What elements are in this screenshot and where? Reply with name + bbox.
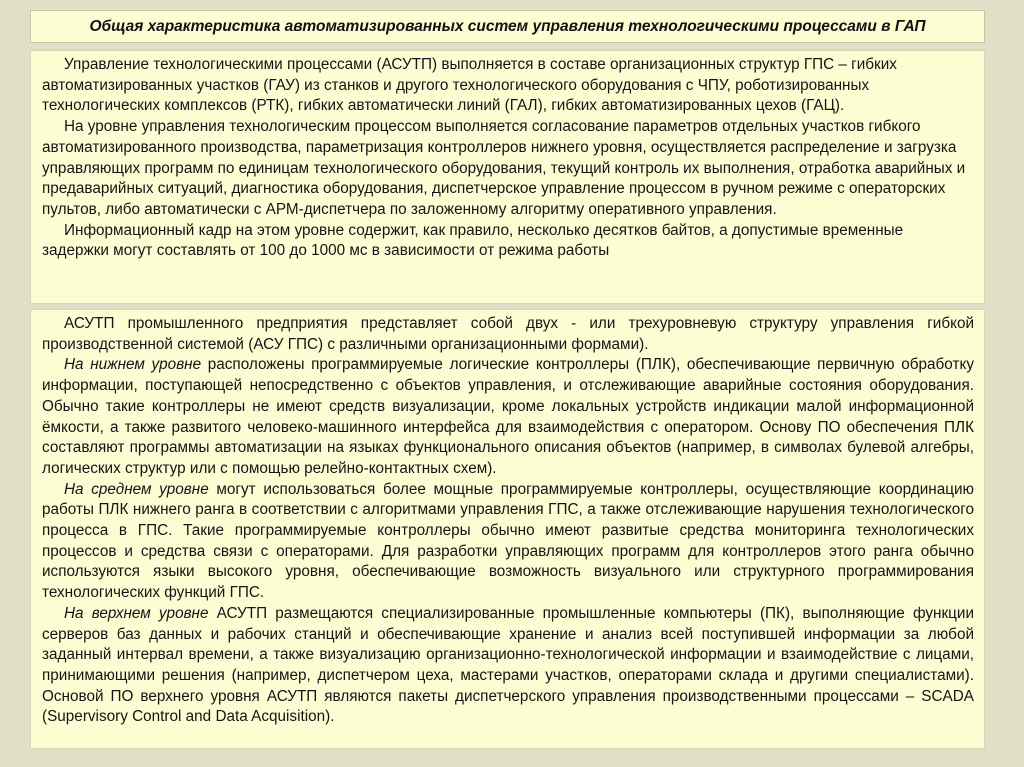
middle-level-label: На среднем уровне [64, 480, 209, 498]
paragraph-intro: АСУТП промышленного предприятия представляет собой двух - или трехуровневую структуру управления гибкой производственной системой (АСУ ГПС) с различными организационными формами). [42, 315, 974, 353]
title-box [30, 10, 985, 43]
paragraph-upper-level [42, 604, 974, 728]
lower-level-label: На нижнем уровне [64, 356, 202, 374]
paragraph-lower-level [42, 355, 974, 479]
upper-level-label: На верхнем уровне [64, 604, 209, 622]
paragraph-middle-level [42, 480, 974, 604]
paragraph-asutp-structure: Управление технологическими процессами (АСУТП) выполняется в составе организационных структур ГПС – гибких автоматизированных участков (ГАУ) из станков и другого технологического оборудования с ЧПУ, роботизированных технологических комплексов (РТК), гибких автоматически линий (ГАЛ), гибких автоматизированных цехов (ГАЦ). [42, 56, 897, 115]
upper-level-text: АСУТП размещаются специализированные промышленные компьютеры (ПК), выполняющие функции серверов баз данных и рабочих станций и обеспечивающие хранение и анализ всей поступившей информации за любой заданный интервал времени, а также визуализацию организационно-технологической информации и взаимодействие с лицами, принимающими решения (например, диспетчером цеха, мастерами участков, операторами склада и другими специалистами). Основой ПО верхнего уровня АСУТП являются пакеты диспетчерского управления производственными процессами – SCADA (Supervisory Control and Data Acquisition). [42, 604, 974, 726]
panel-levels [30, 309, 985, 749]
paragraph-info-frame: Информационный кадр на этом уровне содержит, как правило, несколько десятков байтов, а допустимые временные задержки могут составлять от 100 до 1000 мс в зависимости от режима работы [42, 221, 904, 260]
panel-overview [30, 50, 985, 304]
middle-level-text: могут использоваться более мощные программируемые контроллеры, осуществляющие координацию работы ПЛК нижнего ранга в соответствии с алгоритмами управления ГПС, а также отслеживающие нарушения технологического процесса в ГПС. Такие программируемые контроллеры обычно имеют развитые средства мониторинга технологических процессов и средства связи с операторами. Для разработки управляющих программ для контроллеров этого ранга обычно используются языки высокого уровня, обеспечивающие возможность визуального или структурного программирования технологических функций ГПС. [42, 480, 974, 602]
lower-level-text: расположены программируемые логические контроллеры (ПЛК), обеспечивающие первичную обработку информации, поступающей непосредственно с объектов управления, и отслеживающие аварийные состояния оборудования. Обычно такие контроллеры не имеют средств визуализации, кроме локальных устройств индикации малой информационной ёмкости, а также развитого человеко-машинного интерфейса для взаимодействия с оператором. Основу ПО обеспечения ПЛК составляют программы автоматизации на языках функционального описания объектов (например, в символах булевой алгебры, логических структур или с помощью релейно-контактных схем). [42, 356, 974, 477]
slide-title: Общая характеристика автоматизированных систем управления технологическими процессами в ГАП [89, 17, 926, 35]
paragraph-control-level: На уровне управления технологическим процессом выполняется согласование параметров отдельных участков гибкого автоматизированного производства, параметризация контроллеров нижнего уровня, осуществляется распределение и загрузка управляющих программ по единицам технологического оборудования, текущий контроль их выполнения, отработка аварийных и предаварийных ситуаций, диагностика оборудования, диспетчерское управление процессом в ручном режиме с операторских пультов, либо автоматически с АРМ-диспетчера по заложенному алгоритму оперативного управления. [42, 118, 966, 218]
